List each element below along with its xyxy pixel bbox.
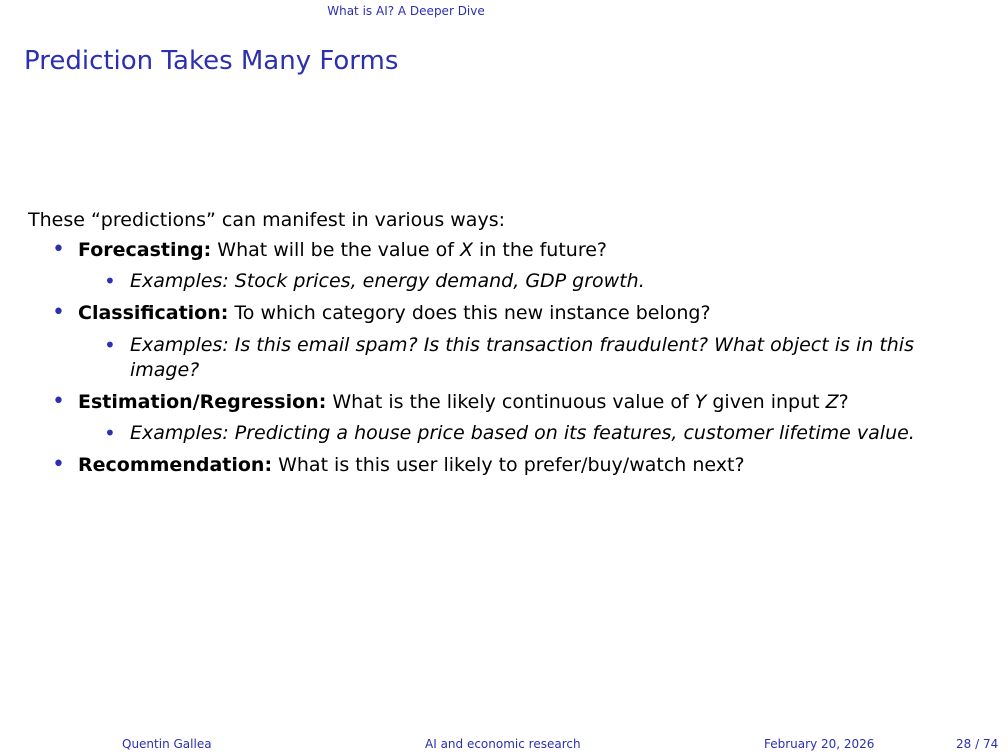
bullet-term: Estimation/Regression: [78,390,327,413]
sub-bullet-dot-icon: • [104,421,116,446]
bullet-text: What is this user likely to prefer/buy/watch next? [278,454,745,477]
example-text: Examples: Stock prices, energy demand, GDP growth. [130,270,645,293]
footer-author: Quentin Gallea [122,737,212,751]
sub-list [78,269,988,295]
footer-page-number: 28 / 74 [956,737,999,751]
bullet-dot-icon: • [52,299,65,325]
bullet-term: Recommendation: [78,454,273,477]
bullet-text: given input [706,390,826,413]
sub-list [78,333,988,384]
footer-title: AI and economic research [425,737,581,751]
example-text: Examples: Is this email spam? Is this transaction fraudulent? What object is in this image? [130,333,914,382]
slide-title: Prediction Takes Many Forms [24,46,399,76]
math-var: Y [694,390,707,413]
footer-date: February 20, 2026 [764,737,875,751]
bullet-text: What will be the value of [217,238,460,261]
bullet-list [28,238,988,479]
sub-bullet-dot-icon: • [104,332,116,357]
bullet-dot-icon: • [52,236,65,262]
bullet-dot-icon: • [52,452,65,478]
example-item [78,333,988,384]
bullet-text: To which category does this new instance belong? [234,301,711,324]
math-var: Z [825,390,839,413]
bullet-text: What is the likely continuous value of [332,390,695,413]
bullet-term: Forecasting: [78,238,212,261]
example-text: Examples: Predicting a house price based on its features, customer lifetime value. [130,422,915,445]
math-var: X [459,238,473,261]
bullet-item-classification [28,301,988,384]
sub-list [78,421,988,447]
sub-bullet-dot-icon: • [104,269,116,294]
footer [0,737,1008,753]
header-section-title: What is AI? A Deeper Dive [327,4,485,18]
slide-body [28,208,988,485]
bullet-item-recommendation [28,453,988,479]
bullet-text: ? [838,390,849,413]
bullet-term: Classification: [78,301,229,324]
bullet-dot-icon: • [52,388,65,414]
bullet-text: in the future? [473,238,608,261]
bullet-item-estimation [28,390,988,447]
intro-text: These “predictions” can manifest in various ways: [28,209,505,231]
example-item [78,269,988,295]
bullet-item-forecasting [28,238,988,295]
example-item [78,421,988,447]
